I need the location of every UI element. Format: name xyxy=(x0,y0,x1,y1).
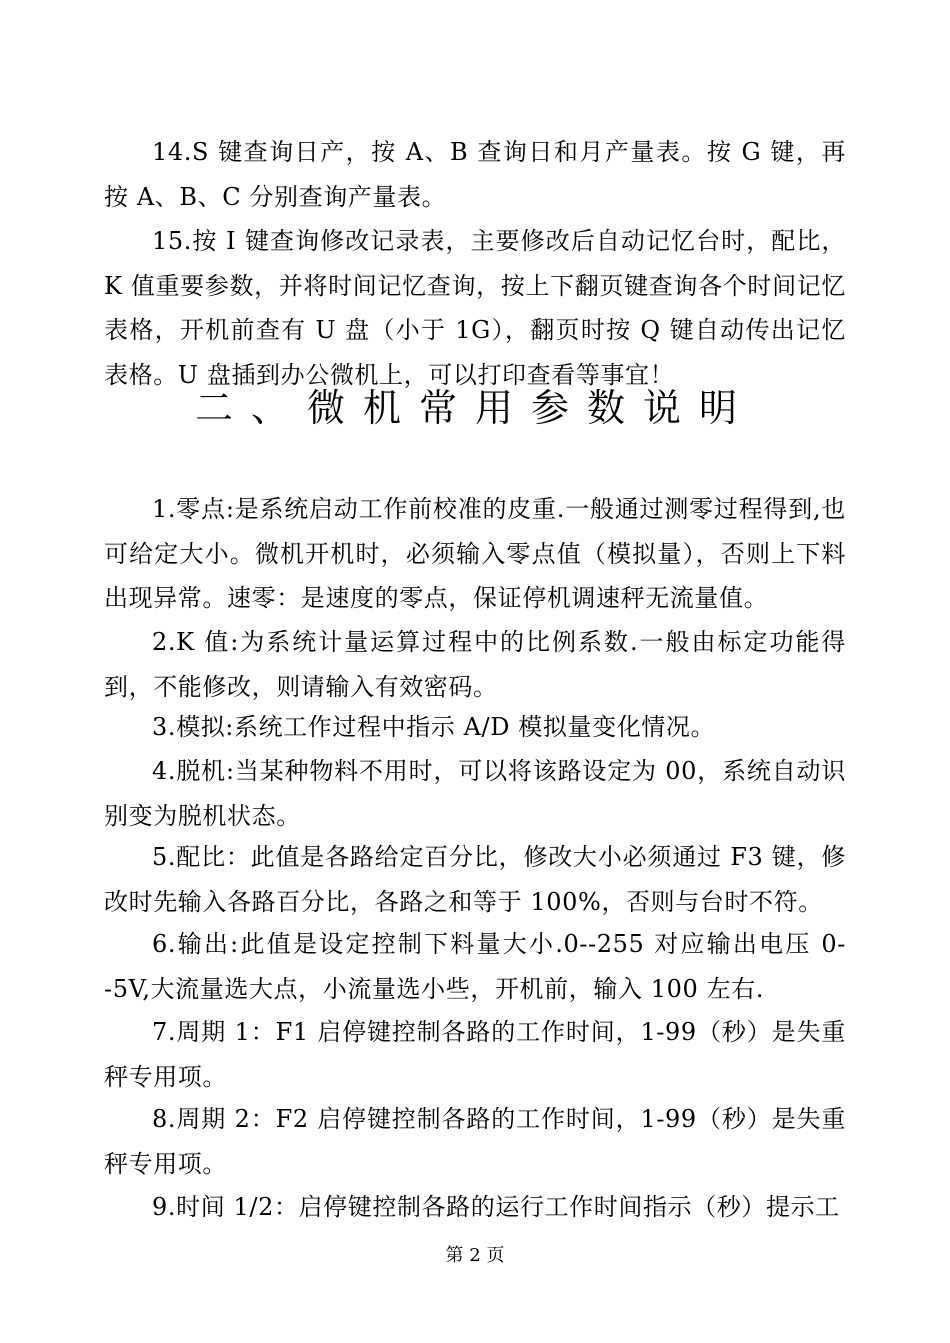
paragraph-1: 1.零点:是系统启动工作前校准的皮重.一般通过测零过程得到,也可给定大小。微机开机时，必须输入零点值（模拟量），否则上下料出现异常。速零：是速度的零点，保证停机调速秤无流量值。 xyxy=(104,495,846,612)
paragraph-7: 7.周期 1：F1 启停键控制各路的工作时间，1-99（秒）是失重秤专用项。 xyxy=(104,1018,846,1091)
paragraph-15: 15.按 I 键查询修改记录表，主要修改后自动记忆台时，配比，K 值重要参数，并将时间记忆查询，按上下翻页键查询各个时间记忆表格，开机前查有 U 盘（小于 1G），翻页时按 Q 键自动传出记忆表格。U 盘插到办公微机上，可以打印查看等事宜！ xyxy=(104,227,846,389)
section-heading: 二、微机常用参数说明 xyxy=(194,386,755,430)
paragraph-14: 14.S 键查询日产，按 A、B 查询日和月产量表。按 G 键，再按 A、B、C 分别查询产量表。 xyxy=(104,138,846,211)
page-number: 第 2 页 xyxy=(445,1245,505,1266)
paragraph-6: 6.输出:此值是设定控制下料量大小.0--255 对应输出电压 0--5V,大流量选大点，小流量选小些，开机前，输入 100 左右. xyxy=(104,930,846,1003)
paragraph-4: 4.脱机:当某种物料不用时，可以将该路设定为 00，系统自动识别变为脱机状态。 xyxy=(104,757,846,830)
paragraph-3: 3.模拟:系统工作过程中指示 A/D 模拟量变化情况。 xyxy=(152,713,716,741)
paragraph-8: 8.周期 2：F2 启停键控制各路的工作时间，1-99（秒）是失重秤专用项。 xyxy=(104,1105,846,1178)
paragraph-2: 2.K 值:为系统计量运算过程中的比例系数.一般由标定功能得到，不能修改，则请输入有效密码。 xyxy=(104,628,846,701)
paragraph-9: 9.时间 1/2：启停键控制各路的运行工作时间指示（秒）提示工 xyxy=(152,1193,840,1221)
paragraph-5: 5.配比：此值是各路给定百分比，修改大小必须通过 F3 键，修改时先输入各路百分比，各路之和等于 100%，否则与台时不符。 xyxy=(104,843,846,916)
